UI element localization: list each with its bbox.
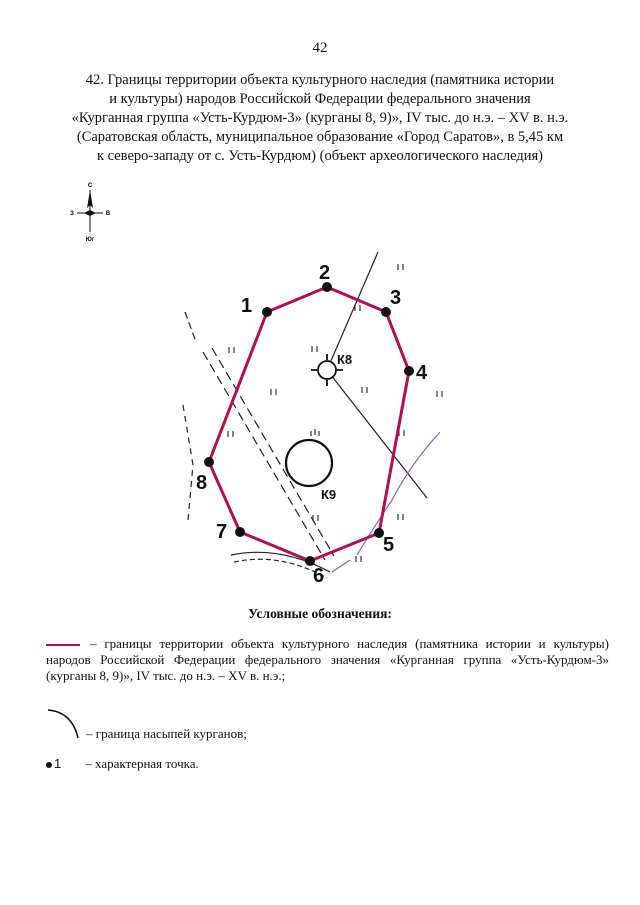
mound-k8 (311, 352, 352, 386)
point-label-8: 8 (196, 472, 208, 494)
point-dot-icon (46, 762, 52, 768)
mound-boundary-symbol (46, 708, 82, 744)
point-label-1: 1 (241, 295, 253, 317)
point-label-3: 3 (390, 287, 402, 309)
point-label-7: 7 (216, 521, 228, 543)
terrain-marks (228, 264, 442, 562)
legend-point-text: – характерная точка. (85, 756, 199, 771)
legend-boundary-text: – границы территории объекта культурного наследия (памятника истории и культуры) народов Российской Федерации федерального значения «Курганная группа «Усть-Курдюм-3» (курганы 8, 9)», IV тыс. до н.э. – XV в. н.э.; (46, 636, 609, 683)
mound-k8-label: К8 (337, 352, 353, 367)
title-line: (Саратовская область, муниципальное образование «Город Саратов», в 5,45 км (76, 129, 564, 145)
legend-mound-text: – граница насыпей курганов; (86, 726, 247, 741)
point-label-2: 2 (319, 262, 331, 284)
compass-rose (60, 180, 120, 250)
legend-point-symbol: 1 (54, 756, 62, 771)
legend-boundary-swatch (46, 644, 80, 646)
title-line: к северо-западу от с. Усть-Курдюм) (объект археологического наследия) (96, 148, 544, 164)
mound-k9-label: К9 (321, 487, 337, 502)
page-number: 42 (312, 40, 328, 56)
point-label-4: 4 (416, 362, 428, 384)
document-title (20, 71, 620, 166)
mound-k9 (286, 440, 336, 502)
title-line: и культуры) народов Российской Федерации федерального значения (109, 91, 531, 107)
compass-east-label: В (105, 211, 111, 217)
compass-north-label: С (87, 183, 93, 189)
point-label-6: 6 (313, 565, 325, 587)
title-line: «Курганная группа «Усть-Курдюм-3» (курганы 8, 9)», IV тыс. до н.э. – XV в. н.э. (71, 110, 569, 126)
legend-heading: Условные обозначения: (248, 606, 392, 621)
site-plan-map (150, 248, 470, 593)
legend-boundary-row (46, 636, 609, 684)
point-label-5: 5 (383, 534, 395, 556)
title-line: 42. Границы территории объекта культурного наследия (памятника истории (85, 72, 555, 88)
compass-south-label: Юг (85, 237, 95, 243)
legend-point-row (46, 756, 199, 772)
compass-west-label: З (70, 211, 74, 217)
